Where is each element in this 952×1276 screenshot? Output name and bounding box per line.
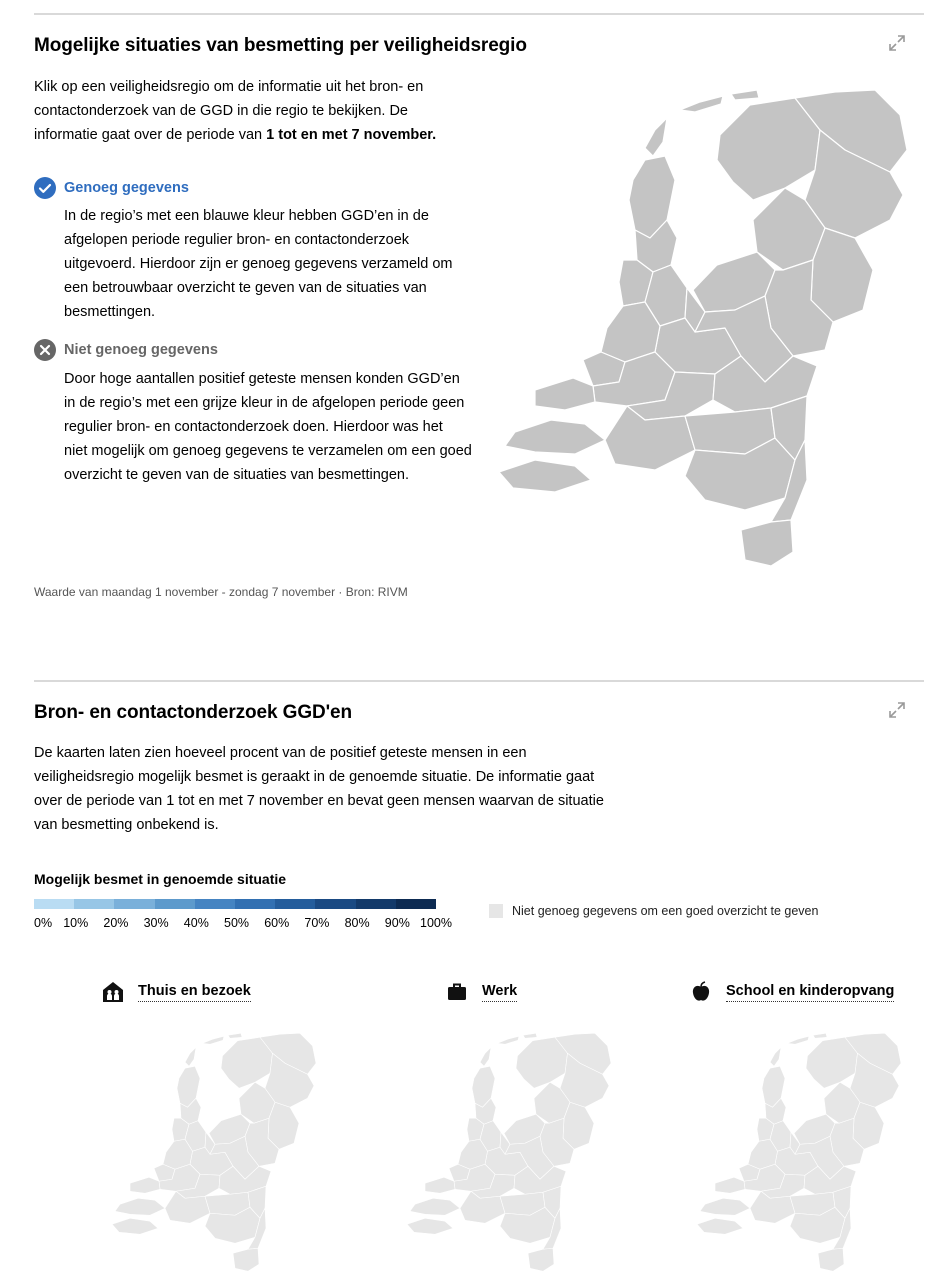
no-data-swatch	[489, 904, 503, 918]
text-line: afgelopen periode regulier bron- en contactonderzoek	[64, 232, 410, 248]
text-line: uitgevoerd. Hierdoor zijn er genoeg gegevens verzameld om	[64, 256, 453, 272]
section-title: Mogelijke situaties van besmetting per veiligheidsregio	[34, 35, 527, 56]
intro-line: contactonderzoek van de GGD in die regio te bekijken. De	[34, 103, 408, 119]
status-enough	[34, 177, 189, 199]
region-zeeland-middle[interactable]	[115, 1198, 165, 1215]
check-circle-icon	[34, 177, 56, 199]
apple-icon	[690, 981, 712, 1003]
text-line: in de regio’s met een grijze kleur in de afgelopen periode geen	[64, 395, 465, 411]
status-not-enough	[34, 339, 218, 361]
wadden-island	[770, 1047, 781, 1066]
legend-swatch	[356, 899, 396, 909]
wadden-island	[813, 1033, 827, 1038]
legend-tick: 20%	[103, 916, 129, 930]
region-zeeland-north[interactable]	[535, 378, 595, 410]
region-zeeland-south[interactable]	[112, 1218, 158, 1234]
text-line: niet mogelijk om genoeg gegevens te verzamelen om een goed	[64, 443, 472, 459]
wadden-island	[523, 1033, 537, 1038]
legend-swatch	[195, 899, 235, 909]
section-divider	[34, 680, 924, 682]
legend-swatch	[155, 899, 195, 909]
region-zuid-limburg[interactable]	[233, 1248, 259, 1271]
region-twente[interactable]	[811, 228, 873, 322]
wadden-island	[498, 1036, 520, 1044]
wadden-island	[645, 118, 667, 156]
cross-circle-icon	[34, 339, 56, 361]
intro-line: Klik op een veiligheidsregio om de informatie uit het bron- en	[34, 79, 424, 95]
legend-tick: 30%	[143, 916, 169, 930]
intro-line: van besmetting onbekend is.	[34, 817, 219, 833]
wadden-island	[788, 1036, 810, 1044]
netherlands-region-map[interactable]	[495, 60, 925, 575]
region-zeeland-north[interactable]	[130, 1177, 160, 1193]
legend-swatch	[315, 899, 355, 909]
text-line: een betrouwbaar overzicht te geven van de situaties van	[64, 280, 427, 296]
legend-tick: 60%	[264, 916, 290, 930]
category-work[interactable]	[446, 981, 517, 1003]
intro-line: veiligheidsregio mogelijk besmet is geraakt in de genoemde situatie. De informatie gaat	[34, 769, 595, 785]
region-zeeland-middle[interactable]	[700, 1198, 750, 1215]
region-fryslan[interactable]	[806, 1037, 858, 1088]
intro-text	[34, 741, 634, 837]
region-zeeland-north[interactable]	[715, 1177, 745, 1193]
category-home[interactable]	[102, 981, 251, 1003]
intro-text	[34, 75, 454, 147]
legend-swatch	[275, 899, 315, 909]
map-school[interactable]	[695, 1018, 910, 1276]
wadden-island	[731, 90, 759, 100]
wadden-island	[185, 1047, 196, 1066]
legend-tick: 100%	[420, 916, 452, 930]
legend-swatch	[235, 899, 275, 909]
region-zeeland-middle[interactable]	[505, 420, 605, 454]
briefcase-icon	[446, 981, 468, 1003]
legend-tick: 80%	[344, 916, 370, 930]
region-fryslan[interactable]	[717, 98, 820, 200]
map-home[interactable]	[110, 1018, 325, 1276]
region-zeeland-south[interactable]	[407, 1218, 453, 1234]
expand-icon[interactable]	[888, 701, 906, 719]
period-bold: 1 tot en met 7 november.	[266, 127, 437, 143]
legend-tick: 10%	[63, 916, 89, 930]
category-school[interactable]	[690, 981, 894, 1003]
legend-title: Mogelijk besmet in genoemde situatie	[34, 871, 287, 887]
wadden-island	[480, 1047, 491, 1066]
region-twente[interactable]	[853, 1102, 884, 1149]
source-note: Waarde van maandag 1 november - zondag 7 november · Bron: RIVM	[34, 585, 408, 599]
intro-line: De kaarten laten zien hoeveel procent van de positief geteste mensen in een	[34, 745, 527, 761]
category-work-link[interactable]: Werk	[482, 983, 517, 1002]
wadden-island	[680, 96, 723, 112]
expand-icon[interactable]	[888, 34, 906, 52]
legend-tick: 0%	[34, 916, 53, 930]
region-zeeland-middle[interactable]	[410, 1198, 460, 1215]
region-zeeland-north[interactable]	[425, 1177, 455, 1193]
legend-tick: 40%	[183, 916, 209, 930]
legend-color-scale	[34, 899, 436, 909]
status-enough-text	[64, 204, 474, 324]
status-not-enough-text	[64, 367, 474, 487]
region-twente[interactable]	[563, 1102, 594, 1149]
no-data-label: Niet genoeg gegevens om een goed overzicht te geven	[512, 904, 819, 918]
legend-tick: 50%	[224, 916, 250, 930]
region-twente[interactable]	[268, 1102, 299, 1149]
text-line: regulier bron- en contactonderzoek doen. Hierdoor was het	[64, 419, 443, 435]
status-enough-label: Genoeg gegevens	[64, 180, 189, 196]
region-zuid-limburg[interactable]	[741, 520, 793, 566]
legend-swatch	[396, 899, 436, 909]
map-work[interactable]	[405, 1018, 620, 1276]
intro-line: over de periode van 1 tot en met 7 november en bevat geen mensen waarvan de situatie	[34, 793, 604, 809]
text-line: In de regio’s met een blauwe kleur hebben GGD’en in de	[64, 208, 429, 224]
text-line: Door hoge aantallen positief geteste mensen konden GGD’en	[64, 371, 460, 387]
region-zeeland-south[interactable]	[499, 460, 591, 492]
text-line: besmettingen.	[64, 304, 156, 320]
wadden-island	[203, 1036, 225, 1044]
section-title: Bron- en contactonderzoek GGD'en	[34, 702, 353, 723]
wadden-island	[228, 1033, 242, 1038]
legend-swatch	[74, 899, 114, 909]
region-fryslan[interactable]	[516, 1037, 568, 1088]
legend-swatch	[34, 899, 74, 909]
category-home-link[interactable]: Thuis en bezoek	[138, 983, 251, 1002]
section-divider	[34, 13, 924, 15]
legend-tick: 90%	[384, 916, 410, 930]
region-zeeland-south[interactable]	[697, 1218, 743, 1234]
region-fryslan[interactable]	[221, 1037, 273, 1088]
intro-line: informatie gaat over de periode van	[34, 127, 267, 143]
status-not-enough-label: Niet genoeg gegevens	[64, 342, 218, 358]
category-school-link[interactable]: School en kinderopvang	[726, 983, 894, 1002]
legend-tick: 70%	[304, 916, 330, 930]
house-people-icon	[102, 981, 124, 1003]
region-zuid-limburg[interactable]	[528, 1248, 554, 1271]
region-zuid-limburg[interactable]	[818, 1248, 844, 1271]
text-line: overzicht te geven van de situaties van besmettingen.	[64, 467, 409, 483]
legend-swatch	[114, 899, 154, 909]
